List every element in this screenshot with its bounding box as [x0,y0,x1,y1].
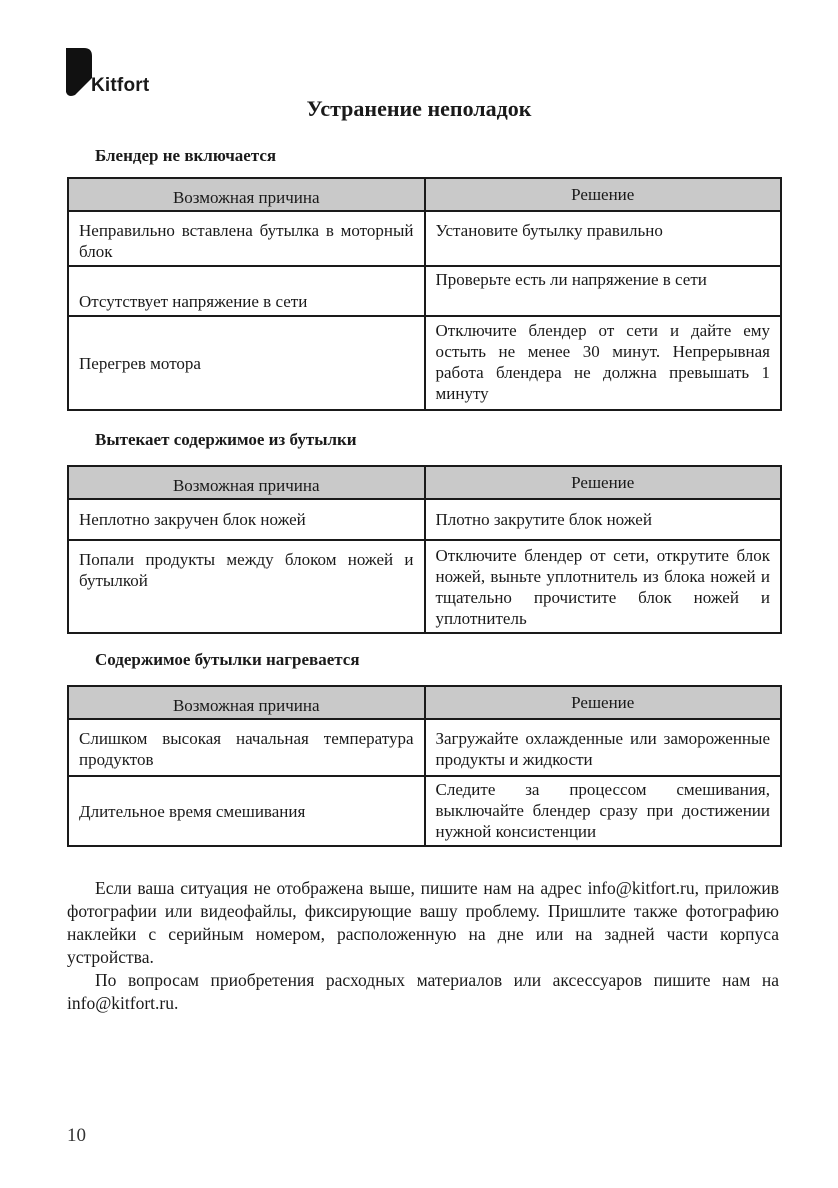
cause-cell: Длительное время смешивания [68,776,425,846]
cause-cell: Неплотно закручен блок ножей [68,499,425,540]
brand-name: Kitfort [91,75,150,96]
kitfort-logo-icon [66,48,92,98]
contact-info [67,877,779,1015]
column-header-solution: Решение [425,178,782,211]
table-row [68,266,781,316]
troubleshooting-table [67,177,782,411]
table-row [68,316,781,410]
column-header-solution: Решение [425,686,782,719]
cause-cell: Отсутствует напряжение в сети [68,266,425,316]
cause-cell: Попали продукты между блоком ножей и бутылкой [68,540,425,633]
solution-cell: Отключите блендер от сети и дайте ему остыть не менее 30 минут. Непрерывная работа блендера не должна превышать 1 минуту [425,316,782,410]
solution-cell: Загружайте охлажденные или замороженные продукты и жидкости [425,719,782,776]
solution-cell: Следите за процессом смешивания, выключайте блендер сразу при достижении нужной консистенции [425,776,782,846]
contact-paragraph: Если ваша ситуация не отображена выше, пишите нам на адрес info@kitfort.ru, приложив фотографии или видеофайлы, фиксирующие вашу проблему. Пришлите также фотографию наклейки с серийным номером, расположенную на дне или на задней части корпуса устройства. [67,878,779,967]
table-row [68,776,781,846]
table-header-row [68,686,781,719]
section-title: Блендер не включается [95,146,277,165]
solution-cell: Проверьте есть ли напряжение в сети [425,266,782,316]
table-row [68,499,781,540]
cause-cell: Слишком высокая начальная температура продуктов [68,719,425,776]
table-row [68,211,781,266]
solution-cell: Отключите блендер от сети, открутите блок ножей, выньте уплотнитель из блока ножей и тщательно прочистите блок ножей и уплотнитель [425,540,782,633]
cause-cell: Неправильно вставлена бутылка в моторный блок [68,211,425,266]
troubleshooting-table [67,685,782,847]
cause-cell: Перегрев мотора [68,316,425,410]
page-number: 10 [67,1125,86,1146]
table-row [68,540,781,633]
table-header-row [68,466,781,499]
brand-logo [66,48,176,100]
accessories-paragraph: По вопросам приобретения расходных материалов или аксессуаров пишите нам на info@kitfort.ru. [67,970,779,1013]
column-header-solution: Решение [425,466,782,499]
solution-cell: Плотно закрутите блок ножей [425,499,782,540]
section-title: Содержимое бутылки нагревается [95,650,360,669]
table-header-row [68,178,781,211]
column-header-cause: Возможная причина [68,466,425,499]
troubleshooting-table [67,465,782,634]
column-header-cause: Возможная причина [68,686,425,719]
table-row [68,719,781,776]
column-header-cause: Возможная причина [68,178,425,211]
page-title: Устранение неполадок [306,96,532,121]
section-title: Вытекает содержимое из бутылки [95,430,357,449]
solution-cell: Установите бутылку правильно [425,211,782,266]
